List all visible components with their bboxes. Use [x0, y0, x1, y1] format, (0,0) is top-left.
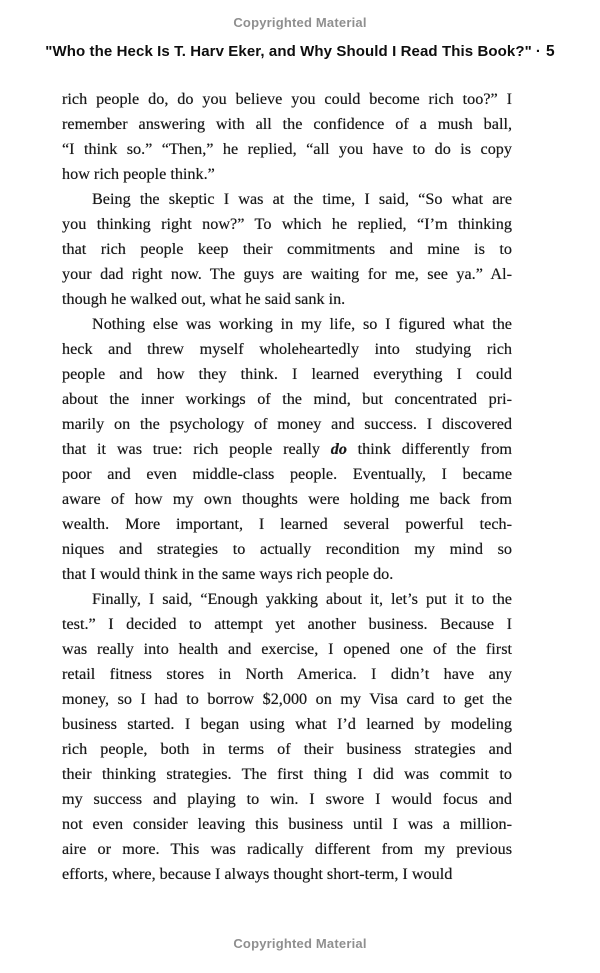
text-line: aire or more. This was radically different from my previous: [62, 840, 512, 858]
text-line: their thinking strategies. The first thing I did was commit to: [62, 765, 512, 783]
text-line: wealth. More important, I learned several powerful tech-: [62, 515, 512, 533]
text-line: about the inner workings of the mind, but concentrated pri-: [62, 390, 512, 408]
text-line: “I think so.” “Then,” he replied, “all you have to do is copy: [62, 140, 512, 158]
page-body: [62, 87, 512, 887]
text-line: not even consider leaving this business until I was a million-: [62, 815, 512, 833]
text-line: test.” I decided to attempt yet another business. Because I: [62, 615, 512, 633]
text-line: you thinking right now?” To which he replied, “I’m thinking: [62, 215, 512, 233]
text-line: my success and playing to win. I swore I would focus and: [62, 790, 512, 808]
text-line: efforts, where, because I always thought short-term, I would: [62, 865, 453, 883]
text-line: people and how they think. I learned everything I could: [62, 365, 512, 383]
paragraph: [62, 187, 512, 312]
text-line: business started. I began using what I’d learned by modeling: [62, 715, 512, 733]
copyright-notice-bottom: Copyrighted Material: [233, 936, 367, 951]
text-line: niques and strategies to actually recondition my mind so: [62, 540, 512, 558]
text-line: remember answering with all the confidence of a mush ball,: [62, 115, 512, 133]
text-line: that I would think in the same ways rich people do.: [62, 565, 394, 583]
text-line: rich people, both in terms of their business strategies and: [62, 740, 512, 758]
text-line: Being the skeptic I was at the time, I said, “So what are: [92, 190, 512, 208]
text-line: Nothing else was working in my life, so I figured what the: [92, 315, 512, 333]
text-line: poor and even middle-class people. Eventually, I became: [62, 465, 512, 483]
text-line: Finally, I said, “Enough yakking about it, let’s put it to the: [92, 590, 512, 608]
text-line: marily on the psychology of money and success. I discovered: [62, 415, 512, 433]
text-line: your dad right now. The guys are waiting for me, see ya.” Al-: [62, 265, 512, 283]
text-line: that rich people keep their commitments and mine is to: [62, 240, 512, 258]
paragraph: [62, 587, 512, 887]
text-line: rich people do, do you believe you could become rich too?” I: [62, 90, 512, 108]
copyright-notice-top: Copyrighted Material: [233, 15, 367, 30]
italic-text: do: [330, 440, 347, 458]
text-line: money, so I had to borrow $2,000 on my Visa card to get the: [62, 690, 512, 708]
text-line: heck and threw myself wholeheartedly into studying rich: [62, 340, 512, 358]
paragraph: [62, 312, 512, 587]
paragraph: [62, 87, 512, 187]
text-line: retail fitness stores in North America. I didn’t have any: [62, 665, 512, 683]
text-line: was really into health and exercise, I opened one of the first: [62, 640, 512, 658]
running-header: [0, 43, 600, 61]
text-line: though he walked out, what he said sank in.: [62, 290, 346, 308]
text-line: aware of how my own thoughts were holding me back from: [62, 490, 512, 508]
text-line: that it was true: rich people really do think differently from: [62, 440, 513, 458]
text-line: how rich people think.”: [62, 165, 215, 183]
page-number: 5: [545, 43, 555, 60]
header-title: "Who the Heck Is T. Harv Eker, and Why Should I Read This Book?": [45, 43, 532, 60]
header-separator: ·: [535, 43, 541, 60]
